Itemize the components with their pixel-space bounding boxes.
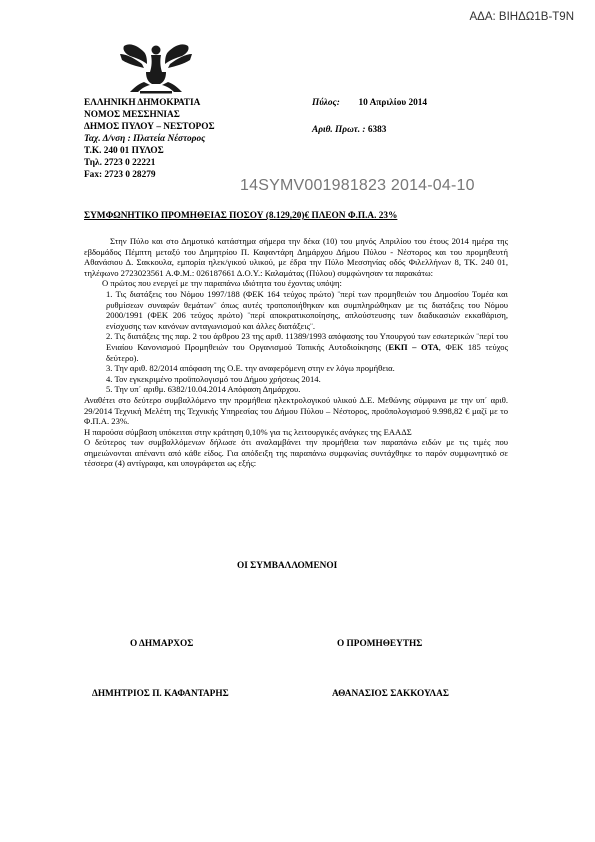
protocol-line xyxy=(312,124,386,136)
agreement-body xyxy=(84,236,508,469)
mayor-name: ΔΗΜΗΤΡΙΟΣ Π. ΚΑΦΑΝΤΑΡΗΣ xyxy=(92,689,229,699)
signatures-heading: ΟΙ ΣΥΜΒΑΛΛΟΜΕΝΟΙ xyxy=(237,561,338,571)
considering-item-4: 4. Τον εγκεκριμένο προϋπολογισμό του Δήμου χρήσεως 2014. xyxy=(106,373,321,384)
supplier-name: ΑΘΑΝΑΣΙΟΣ ΣΑΚΚΟΥΛΑΣ xyxy=(332,689,449,699)
considering-item-3: 3. Την αριθ. 82/2014 απόφαση της Ο.Ε. την αναφερόμενη στην εν λόγω προμήθεια. xyxy=(106,363,395,374)
item-2-text-end: , ΦΕΚ 185 τεύχος δεύτερο). xyxy=(106,341,508,363)
intro-paragraph: Στην Πύλο και στο Δημοτικό κατάστημα σήμερα την δέκα (10) του μηνός Απριλίου του έτους 2014 ημέρα της εβδομάδος Πέμπτη μεταξύ του Δημητρίου Π. Καφαντάρη Δημάρχου Δήμου Πύλου - Νέστορος και του προμηθευτή Αθανάσιου Δ. Σακκουλα, εμπορία ηλεκ/γικού υλικού, με έδρα την Πύλο Μεσσηνίας οδός Φιλελλήνων 8, ΤΚ. 240 01, τηλέφωνο 2723023561 Α.Φ.Μ.: 026187661 Δ.Ο.Υ.: Καλαμάτας (Πύλου) συμφώνησαν τα παρακάτω: xyxy=(84,236,508,278)
item-2-bold: ΕΚΠ – ΟΤΑ xyxy=(388,341,439,352)
document-title: ΣΥΜΦΩΝΗΤΙΚΟ ΠΡΟΜΗΘΕΙΑΣ ΠΟΣΟΥ (8.129,20)€ ΠΛΕΟΝ Φ.Π.Α. 23% xyxy=(84,211,398,221)
protocol-number: 6383 xyxy=(367,125,387,135)
considering-item-5: 5. Την υπ΄ αριθμ. 6382/10.04.2014 Απόφαση Δημάρχου. xyxy=(106,384,301,395)
mayor-role: Ο ΔΗΜΑΡΧΟΣ xyxy=(130,639,194,649)
date-line xyxy=(312,97,427,109)
header-line-postcode: Τ.Κ. 240 01 ΠΥΛΟΣ xyxy=(84,146,164,156)
ada-code-stamp: 14SYMV001981823 2014-04-10 xyxy=(240,177,475,194)
header-line-prefecture: ΝΟΜΟΣ ΜΕΣΣΗΝΙΑΣ xyxy=(84,110,180,120)
hellenic-emblem-sphinx-icon xyxy=(116,36,196,96)
header-line-address: Ταχ. Δ/νση : Πλατεία Νέστορος xyxy=(84,134,206,144)
place-label: Πύλος: xyxy=(312,98,340,108)
deduction-paragraph: Η παρούσα σύμβαση υπόκειται στην κράτηση 0,10% για τις λειτουργικές ανάγκες της ΕΑΑΔΣ xyxy=(84,426,412,437)
considering-paragraph: Ο πρώτος που ενεργεί με την παραπάνω ιδιότητα του έχοντας υπόψη: xyxy=(102,278,342,289)
header-line-fax: Fax: 2723 0 28279 xyxy=(84,170,156,180)
header-line-country: ΕΛΛΗΝΙΚΗ ΔΗΜΟΚΡΑΤΙΑ xyxy=(84,98,201,108)
ada-reference: ΑΔΑ: ΒΙΗΔΩ1Β-Τ9Ν xyxy=(469,11,574,23)
considering-item-2 xyxy=(84,331,508,363)
item-2-text: 2. Τις διατάξεις της παρ. 2 του άρθρου 23 της αριθ. 11389/1993 απόφασης του Υπουργού των εσωτερικών ¨περί του Ενιαίου Κανονισμού Προμηθειών του Οργανισμού Τοπικής Αυτοδιοίκησης ( xyxy=(106,331,508,352)
supplier-role: Ο ΠΡΟΜΗΘΕΥΤΗΣ xyxy=(337,639,423,649)
considering-item-1: 1. Τις διατάξεις του Νόμου 1997/188 (ΦΕΚ 164 τεύχος πρώτο) ¨περί των προμηθειών του Δημοσίου Τομέα και ρυθμίσεων συναφών θεμάτων¨ όπως αυτές τροποποιήθηκαν και συμπληρώθηκαν με τις διατάξεις του Νόμου 2000/1991 (ΦΕΚ 206 τεύχος πρώτο) ¨περί αποκρατικοποίησης, απλούστευσης των διαδικασιών εκκαθάριση, ενίσχυσης των κανόνων ανταγωνισμού και άλλες διατάξεις¨. xyxy=(106,288,508,331)
protocol-label: Αριθ. Πρωτ. : xyxy=(312,125,366,135)
header-line-phone: Τηλ. 2723 0 22221 xyxy=(84,158,156,168)
assignment-paragraph: Αναθέτει στο δεύτερο συμβαλλόμενο την προμήθεια ηλεκτρολογικού υλικού Δ.Ε. Μεθώνης σύμφωνα με την υπ΄ αριθ. 29/2014 Τεχνική Μελέτη της Τεχνικής Υπηρεσίας του Δήμου Πύλου – Νέστορος, προϋπολογισμού 9.998,82 € μαζί με το Φ.Π.Α. 23%. xyxy=(84,394,508,427)
document-date: 10 Απριλίου 2014 xyxy=(358,98,428,108)
acceptance-paragraph: Ο δεύτερος των συμβαλλόμενων δήλωσε ότι αναλαμβάνει την προμήθεια των παραπάνω ειδών με τις τιμές που σημειώνονται απέναντι από κάθε είδος. Για απόδειξη της παραπάνω συμφωνίας συντάχθηκε το παρόν συμφωνητικό σε τέσσερα (4) αντίγραφα, και υπογράφεται ως εξής: xyxy=(84,437,508,469)
header-line-municipality: ΔΗΜΟΣ ΠΥΛΟΥ – ΝΕΣΤΟΡΟΣ xyxy=(84,122,215,132)
issuer-block xyxy=(84,97,215,181)
